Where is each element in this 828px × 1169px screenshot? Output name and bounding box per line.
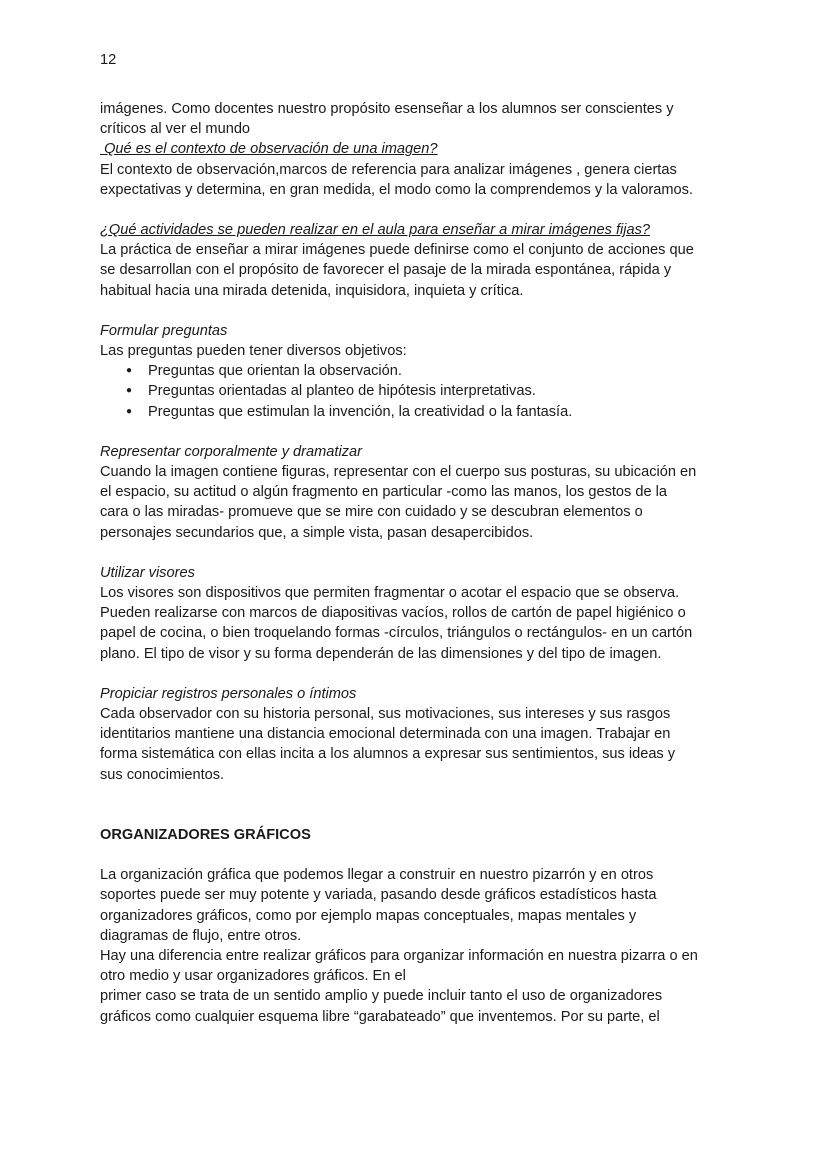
records-paragraph-line: Cada observador con su historia personal, sus motivaciones, sus intereses y sus rasgos: [100, 706, 671, 723]
organizers-heading: ORGANIZADORES GRÁFICOS: [100, 826, 311, 843]
viewers-paragraph-line: plano. El tipo de visor y su forma dependerán de las dimensiones y del tipo de imagen.: [100, 645, 662, 662]
bullet-list-item: ● Preguntas orientadas al planteo de hipótesis interpretativas.: [126, 381, 740, 401]
paragraph-spacer: [100, 845, 740, 865]
context-question-heading: [100, 139, 740, 159]
organizers-paragraph-line: diagramas de flujo, entre otros.: [100, 927, 302, 944]
organizers-paragraph-line: otro medio y usar organizadores gráficos. En el: [100, 968, 406, 985]
records-paragraph-line: sus conocimientos.: [100, 766, 225, 783]
context-paragraph-line: El contexto de observación,marcos de referencia para analizar imágenes , genera ciertas: [100, 161, 677, 178]
viewers-paragraph-line: papel de cocina, o bien troquelando formas -círculos, triángulos o rectángulos- en un cartón: [100, 625, 693, 642]
viewers-section-title: Utilizar visores: [100, 564, 195, 581]
paragraph-spacer: [100, 543, 740, 563]
intro-line: críticos al ver el mundo: [100, 121, 251, 138]
dramatize-paragraph-line: cara o las miradas- promueve que se mire con cuidado y se descubran elementos o: [100, 504, 643, 521]
organizers-paragraph-line: gráficos como cualquier esquema libre “garabateado” que inventemos. Por su parte, el: [100, 1008, 660, 1025]
activities-paragraph-line: se desarrollan con el propósito de favorecer el pasaje de la mirada espontánea, rápida y: [100, 262, 672, 279]
dramatize-paragraph-line: el espacio, su actitud o algún fragmento en particular -como las manos, los gestos de la: [100, 484, 668, 501]
page-number: 12: [100, 52, 117, 68]
organizers-paragraph-line: soportes puede ser muy potente y variada, pasando desde gráficos estadísticos hasta: [100, 887, 657, 904]
dramatize-paragraph-line: Cuando la imagen contiene figuras, representar con el cuerpo sus posturas, su ubicación en: [100, 464, 697, 481]
paragraph-spacer: [100, 200, 740, 220]
bullet-list-item: ● Preguntas que estimulan la invención, la creatividad o la fantasía.: [126, 402, 740, 422]
context-question-text: Qué es el contexto de observación de una imagen?: [104, 141, 438, 158]
organizers-paragraph-line: primer caso se trata de un sentido amplio y puede incluir tanto el uso de organizadores: [100, 988, 663, 1005]
bullet-list-item: ● Preguntas que orientan la observación.: [126, 361, 740, 381]
dramatize-section-title: Representar corporalmente y dramatizar: [100, 443, 362, 460]
questions-bullet-list: [100, 361, 740, 422]
questions-section-title: Formular preguntas: [100, 322, 228, 339]
paragraph-spacer: [100, 301, 740, 321]
organizers-paragraph-line: organizadores gráficos, como por ejemplo mapas conceptuales, mapas mentales y: [100, 907, 637, 924]
paragraph-spacer: [100, 805, 740, 825]
activities-question-heading: ¿Qué actividades se pueden realizar en el aula para enseñar a mirar imágenes fijas?: [100, 222, 651, 239]
paragraph-spacer: [100, 664, 740, 684]
records-paragraph-line: forma sistemática con ellas incita a los alumnos a expresar sus sentimientos, sus ideas y: [100, 746, 676, 763]
activities-paragraph-line: La práctica de enseñar a mirar imágenes puede definirse como el conjunto de acciones que: [100, 242, 694, 259]
page-content: [100, 99, 740, 1027]
paragraph-spacer: [100, 785, 740, 805]
questions-intro: Las preguntas pueden tener diversos objetivos:: [100, 343, 407, 360]
intro-line: imágenes. Como docentes nuestro propósito esenseñar a los alumnos ser conscientes y: [100, 101, 674, 117]
organizers-paragraph-line: Hay una diferencia entre realizar gráficos para organizar información en nuestra pizarra o en: [100, 947, 698, 964]
organizers-paragraph-line: La organización gráfica que podemos llegar a construir en nuestro pizarrón y en otros: [100, 867, 654, 884]
paragraph-spacer: [100, 422, 740, 442]
activities-paragraph-line: habitual hacia una mirada detenida, inquisidora, inquieta y crítica.: [100, 282, 524, 299]
viewers-paragraph-line: Pueden realizarse con marcos de diapositivas vacíos, rollos de cartón de papel higiénico o: [100, 605, 686, 622]
records-section-title: Propiciar registros personales o íntimos: [100, 685, 357, 702]
context-paragraph-line: expectativas y determina, en gran medida, el modo como la comprendemos y la valoramos.: [100, 181, 693, 198]
dramatize-paragraph-line: personajes secundarios que, a simple vista, pasan desapercibidos.: [100, 524, 534, 541]
records-paragraph-line: identitarios mantiene una distancia emocional determinada con una imagen. Trabajar en: [100, 726, 671, 743]
viewers-paragraph-line: Los visores son dispositivos que permiten fragmentar o acotar el espacio que se observa.: [100, 585, 680, 602]
